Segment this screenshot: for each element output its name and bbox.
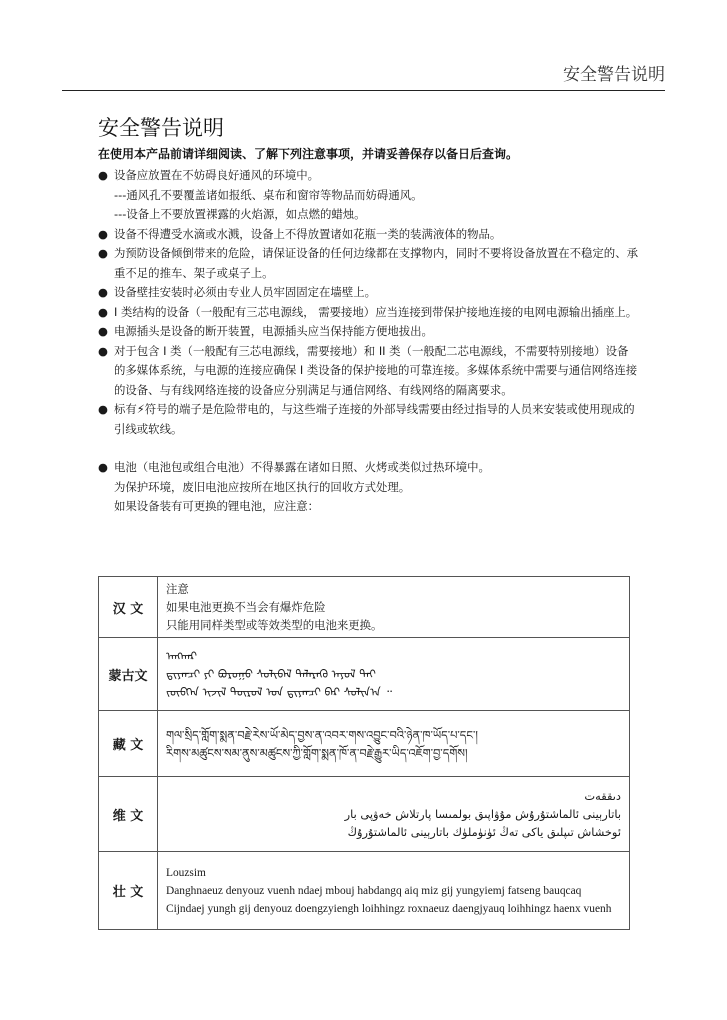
list-item [98,225,638,245]
list-item [98,166,638,186]
table-row [99,577,630,638]
text-line: ᠠᠩᠬᠠᠷ [166,649,197,663]
item-text: 符号的端子是危险带电的，与这些端子连接的外部导线需要由经过指导的人员来安装或使用现成的引线或软线。 [114,402,635,436]
list-item [98,400,638,439]
text-line: Danghnaeuz denyouz vuenh ndaej mbouj habdangq aiq miz gij yungyiemj fatseng bauqcaq [166,884,582,897]
lightning-icon: ⚡ [136,402,145,416]
bullet-icon: ● [98,343,108,358]
item-text: 设备应放置在不妨碍良好通风的环境中。 [114,168,320,182]
bullet-icon: ● [98,304,108,319]
header-divider [62,90,665,91]
battery-warning-table [98,576,630,930]
item-text: 设备不得遭受水滴或水溅，设备上不得放置诸如花瓶一类的装满液体的物品。 [114,226,502,241]
language-name: 蒙古文 [99,638,158,711]
page-title: 安全警告说明 [98,116,224,140]
list-item [98,303,638,323]
list-subitem: ---设备上不要放置裸露的火焰源，如点燃的蜡烛。 [114,207,366,221]
item-text: 电源插头是设备的断开装置，电源插头应当保持能方便地拔出。 [114,324,433,338]
header-title: 安全警告说明 [563,65,665,85]
table-row [99,852,630,930]
language-name: 维 文 [99,777,158,852]
text-line: ᠵᠥᠪᠬᠡᠨ ᠢᠵᠢᠯ ᠲᠥᠷᠥᠯ ᠤᠨ ᠳ᠋ᠢᠶᠠᠨᠴᠢ ᠪᠡᠷ ᠰᠣᠯᠢᠨ᠎ᠠ ᠃ [166,685,392,699]
list-item [98,342,638,401]
warning-list [98,166,638,517]
language-text [158,638,630,711]
list-item [98,322,638,342]
text-line: 注意 [166,582,189,596]
item-text: 为预防设备倾倒带来的危险，请保证设备的任何边缘都在支撑物内，同时不要将设备放置在不稳定的、承重不足的推车、架子或桌子上。 [114,246,638,280]
bullet-icon: ● [98,168,108,182]
list-item [98,244,638,283]
text-line: གལ་སྲིད་གློག་སྨན་བརྗེ་རེས་ཡོ་མེད་བྱས་ན་འབར་གས་འབྱུང་བའི་ཉེན་ཁ་ཡོད་པ་དང་། [166,727,478,742]
bullet-icon: ● [98,246,108,260]
item-text-prefix: 标有 [114,402,137,416]
language-name: 壮 文 [99,852,158,930]
item-text: 电池（电池包或组合电池）不得暴露在诸如日照、火烤或类似过热环境中。 [114,460,490,474]
language-text [158,577,630,638]
text-line: རིགས་མཚུངས་སམ་ནུས་མཚུངས་ཀྱི་གློག་སྨན་ཁོ་ན་བརྗེ་རྒྱུར་ཡིད་འཇོག་བྱ་དགོས། [166,745,468,760]
battery-note: 为保护环境，废旧电池应按所在地区执行的回收方式处理。 [114,479,411,494]
intro-text: 在使用本产品前请详细阅读、了解下列注意事项，并请妥善保存以备日后查询。 [98,147,519,161]
text-line: Cijndaej yungh gij denyouz doengzyiengh loihhingz roxnaeuz daengjyauq loihhingz haenx vuenh [166,902,612,915]
table-row [99,638,630,711]
language-name: 藏 文 [99,711,158,777]
text-line: ئوخشاش تىپلىق ياكى تەڭ ئۈنۈملۈك باتارېينى ئالماشتۇرۇڭ [347,825,621,839]
spacer [98,439,638,458]
table-row [99,777,630,852]
language-text [158,852,630,930]
bullet-icon: ● [98,402,108,416]
text-line: دىققەت [584,789,621,803]
text-line: 如果电池更换不当会有爆炸危险 [166,600,326,614]
bullet-icon: ● [98,226,108,241]
language-text [158,777,630,852]
text-line: باتارېينى ئالماشتۇرۇش مۇۋاپىق بولمىسا پارتلاش خەۋپى بار [344,807,621,821]
text-line: 只能用同样类型或等效类型的电池来更换。 [166,618,383,632]
bullet-icon: ● [98,285,108,299]
list-item [98,458,638,478]
item-text: 对于包含 I 类（一般配有三芯电源线，需要接地）和 II 类（一般配二芯电源线，不需要特别接地）设备的多媒体系统，与电源的连接应确保 I 类设备的保护接地的可靠连接。多媒体系统中需要与通信网络连接的设备、与有线网络连接的设备应分别满足与通信网络、有线网络的隔离要求。 [114,343,638,397]
table-row [99,711,630,777]
bullet-icon: ● [98,324,108,338]
item-text: I 类结构的设备（一般配有三芯电源线， 需要接地）应当连接到带保护接地连接的电网电源输出插座上。 [114,304,638,319]
language-name: 汉 文 [99,577,158,638]
text-line: Louzsim [166,866,206,879]
battery-note: 如果设备装有可更换的锂电池，应注意： [114,499,320,513]
list-subitem: ---通风孔不要覆盖诸如报纸、桌布和窗帘等物品而妨碍通风。 [114,187,423,202]
bullet-icon: ● [98,460,108,474]
text-line: ᠳ᠋ᠢᠶᠠᠨᠴᠢ ᠶᠢ ᠪᠤᠷᠤᠭᠤ ᠰᠣᠯᠢᠪᠠᠯ ᠳᠡᠯᠡᠷᠡᠬᠦ ᠠᠶᠤᠯ ᠲᠠᠢ [166,667,376,681]
language-text [158,711,630,777]
list-item [98,283,638,303]
item-text: 设备壁挂安装时必须由专业人员牢固固定在墙壁上。 [114,285,376,299]
